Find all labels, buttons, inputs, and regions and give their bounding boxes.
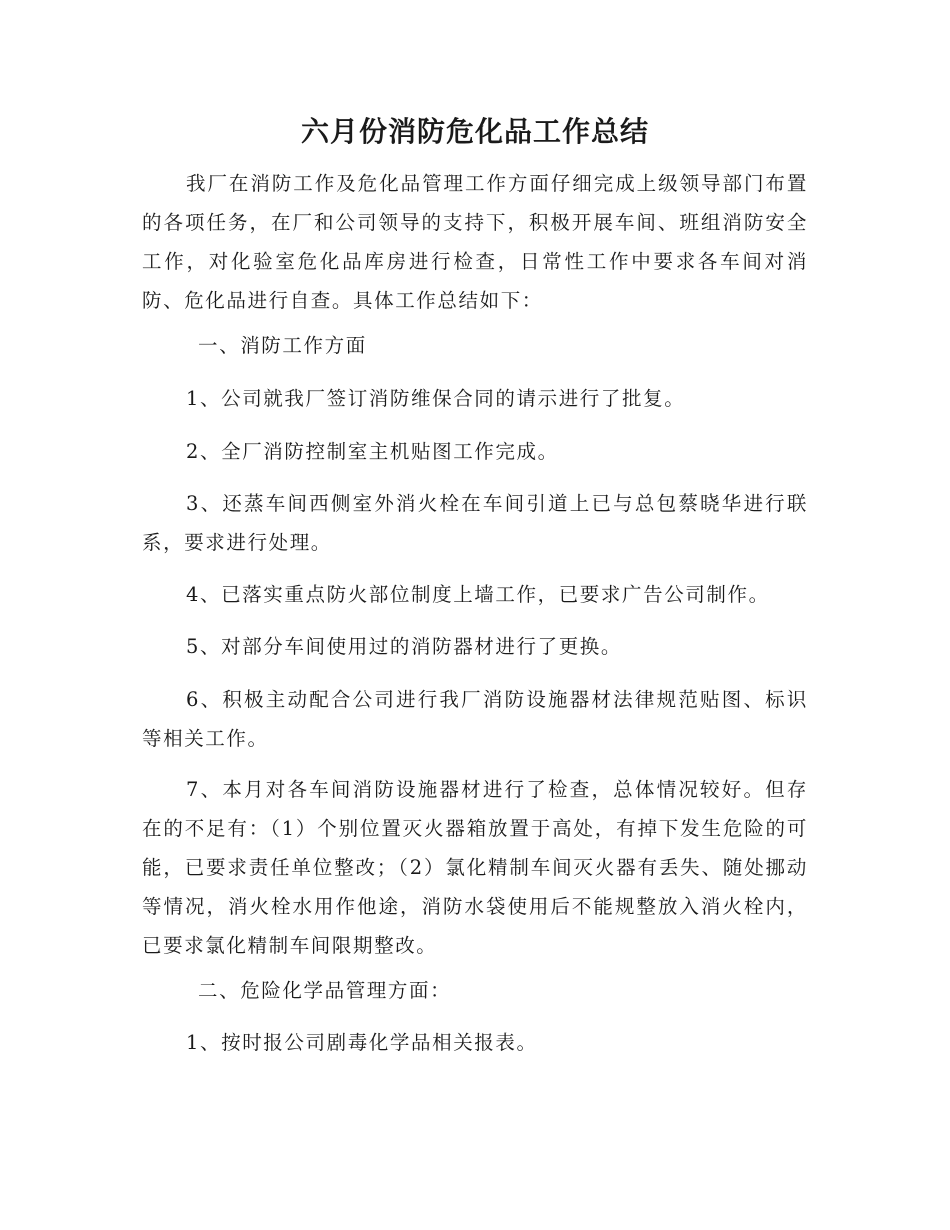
section-heading-chemicals: 二、危险化学品管理方面： [198,979,452,1002]
fire-item-4: 4、已落实重点防火部位制度上墙工作，已要求广告公司制作。 [186,583,770,606]
document-title: 六月份消防危化品工作总结 [300,115,649,148]
fire-item-5: 5、对部分车间使用过的消防器材进行了更换。 [186,635,623,658]
fire-item-1: 1、公司就我厂签订消防维保合同的请示进行了批复。 [186,387,686,410]
chemical-item-1: 1、按时报公司剧毒化学品相关报表。 [186,1031,538,1054]
fire-item-2: 2、全厂消防控制室主机贴图工作完成。 [186,440,559,463]
fire-item-3: 3、还蒸车间西侧室外消火栓在车间引道上已与总包蔡晓华进行联系，要求进行处理。 [142,492,808,554]
fire-item-6: 6、积极主动配合公司进行我厂消防设施器材法律规范贴图、标识等相关工作。 [142,688,808,750]
intro-paragraph: 我厂在消防工作及危化品管理工作方面仔细完成上级领导部门布置的各项任务，在厂和公司领导的支持下，积极开展车间、班组消防安全工作，对化验室危化品库房进行检查，日常性工作中要求各车间对消防、危化品进行自查。具体工作总结如下： [142,172,808,312]
fire-item-7: 7、本月对各车间消防设施器材进行了检查，总体情况较好。但存在的不足有：（1）个别位置灭火器箱放置于高处，有掉下发生危险的可能，已要求责任单位整改；（2）氯化精制车间灭火器有丢失、随处挪动等情况，消火栓水用作他途，消防水袋使用后不能规整放入消火栓内，已要求氯化精制车间限期整改。 [142,778,808,957]
section-heading-fire: 一、消防工作方面 [198,334,367,357]
